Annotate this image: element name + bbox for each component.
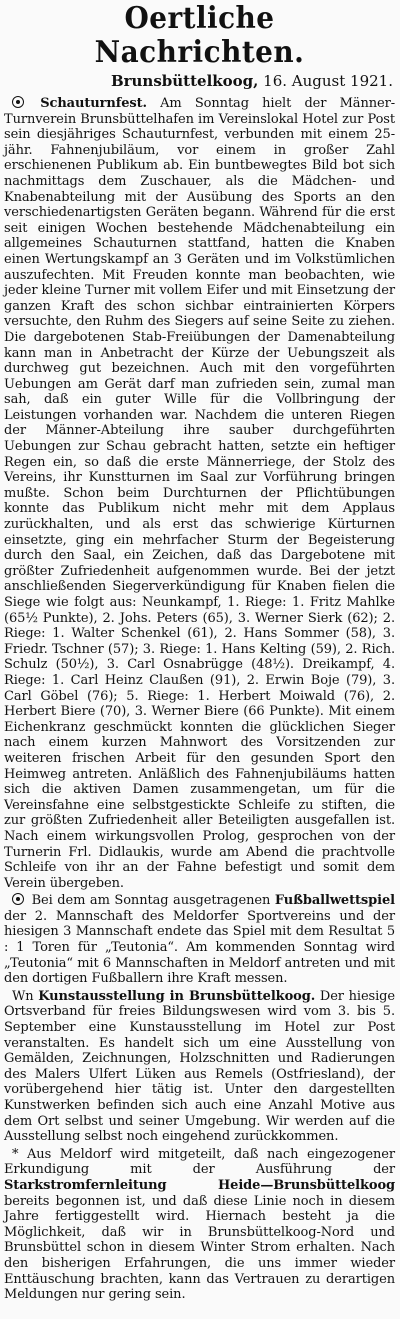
article-kunstausstellung [4, 989, 395, 1145]
article-schauturnfest [4, 96, 395, 891]
dateline-date: 16. August 1921. [263, 72, 393, 90]
article-body: der 2. Mannschaft des Meldorfer Sportvereins und der hiesigen 3 Mannschaft endete das Spiel mit dem Resultat 5 : 1 Toren für „Teutonia“. Am kommenden Sonntag wird „Teutonia“ mit 6 Mannschaften in Meldorf antreten und mit den dortigen Fußballern ihre Kraft messen. [4, 908, 395, 987]
article-prefix: Wn [12, 988, 34, 1004]
article-fussballwettspiel [4, 893, 395, 987]
section-headline: Oertliche Nachrichten. [94, 1, 305, 70]
dateline [4, 72, 393, 90]
article-body: Am Sonntag hielt der Männer-Turnverein Brunsbüttelhafen im Vereinslokal Hotel zur Post sein diesjähriges Schauturnfest, verbunden mit einem 25-jähr. Fahnenjubiläum, vor einem in großer Zahl erschienenen Publikum ab. Ein buntbewegtes Bild bot sich nachmittags dem Zuschauer, als die Mädchen- und Knabenabteilung mit der Ausübung des Sports an den verschiedenartigsten Geräten begann. Während für die erst seit einigen Wochen bestehende Mädchenabteilung ein allgemeines Schauturnen stattfand, hatten die Knaben einen Wertungskampf an 3 Geräten und im Volkstümlichen auszufechten. Mit Freuden konnte man beobachten, wie jeder kleine Turner mit vollem Eifer und mit Einsetzung der ganzen Kraft des schon sichbar eintrainierten Körpers versuchte, den Ruhm des Siegers auf seine Seite zu ziehen. Die dargebotenen Stab-Freiübungen der Damenabteilung kann man in Anbetracht der Kürze der Uebungszeit als durchweg gut bezeichnen. Auch mit den vorgeführten Uebungen am Gerät darf man zufrieden sein, zumal man sah, daß ein guter Wille für die Vollbringung der Leistungen vorhanden war. Nachdem die unteren Riegen der Männer-Abteilung ihre sauber durchgeführten Uebungen zur Schau gebracht hatten, setzte ein heftiger Regen ein, so daß die erste Männerriege, der Stolz des Vereins, ihr Kunstturnen im Saal zur Vorführung bringen mußte. Schon beim Durchturnen der Pflichtübungen konnte das Publikum nicht mehr mit dem Applaus zurückhalten, und als erst das schwierige Kürturnen einsetzte, ging ein mehrfacher Sturm der Begeisterung durch den Saal, ein Zeichen, daß das Dargebotene mit größter Zufriedenheit aufgenommen wurde. Bei der jetzt anschließenden Siegerverkündigung für Knaben fielen die Siege wie folgt aus: Neunkampf, 1. Riege: 1. Fritz Mahlke (65½ Punkte), 2. Johs. Peters (65), 3. Werner Sierk (62); 2. Riege: 1. Walter Schenkel (61), 2. Hans Sommer (58), 3. Friedr. Tschner (57); 3. Riege: 1. Hans Kelting (59), 2. Rich. Schulz (50½), 3. Carl Osnabrügge (48½). Dreikampf, 4. Riege: 1. Carl Heinz Claußen (91), 2. Erwin Boje (79), 3. Carl Göbel (76); 5. Riege: 1. Herbert Moiwald (76), 2. Herbert Biere (70), 3. Werner Biere (66 Punkte). Mit einem Eichenkranz geschmückt konnten die glücklichen Sieger nach einem kurzen Mahnwort des Vorsitzenden zur weiteren frischen Arbeit für den gesunden Sport den Heimweg antreten. Anläßlich des Fahnenjubiläums hatten sich die aktiven Damen zusammengetan, um für die Vereinsfahne eine selbstgestickte Schleife zu stiften, die zur größten Zufriedenheit aller Beteiligten ausgefallen ist. Nach einem wirkungsvollen Prolog, gesprochen von der Turnerin Frl. Didlaukis, wurde am Abend die prachtvolle Schleife von ihr an der Fahne befestigt und somit dem Verein übergeben. [4, 96, 395, 891]
article-prefix: * Aus Meldorf wird mitgeteilt, daß nach eingezogener Erkundigung mit der Ausführung der [4, 1146, 395, 1178]
circle-dot-icon [12, 96, 24, 108]
article-starkstromleitung [4, 1147, 395, 1303]
article-body: bereits begonnen ist, und daß diese Linie noch in diesem Jahre fertiggestellt wird. Hiernach besteht ja die Möglichkeit, daß wir in Brunsbüttelkoog-Nord und Brunsbüttel schon in diesem Winter Strom erhalten. Nach den bisherigen Erfahrungen, die uns immer wieder Enttäuschung brachten, kann das Vertrauen zu derartigen Meldungen nur gering sein. [4, 1193, 395, 1303]
article-body: Der hiesige Ortsverband für freies Bildungswesen wird vom 3. bis 5. September eine Kunstausstellung im Hotel zur Post veranstalten. Es handelt sich um eine Ausstellung von Gemälden, Zeichnungen, Holzschnitten und Radierungen des Malers Ulfert Lüken aus Remels (Ostfriesland), der vorübergehend hier tätig ist. Unter den dargestellten Kunstwerken befinden sich auch eine Anzahl Motive aus dem Ort selbst und seiner Umgebung. Wir werden auf die Ausstellung selbst noch eingehend zurückkommen. [4, 988, 395, 1145]
dateline-place: Brunsbüttelkoog, [110, 72, 259, 90]
article-keyword: Starkstromfernleitung Heide—Brunsbüttelkoog [4, 1177, 395, 1193]
article-keyword: Fußballwettspiel [274, 893, 395, 909]
circle-dot-icon [12, 893, 24, 905]
article-body-prefix: Bei dem am Sonntag ausgetragenen [31, 893, 271, 909]
article-keyword: Schauturnfest. [40, 96, 147, 111]
article-keyword: Kunstausstellung in Brunsbüttelkoog. [38, 988, 316, 1004]
